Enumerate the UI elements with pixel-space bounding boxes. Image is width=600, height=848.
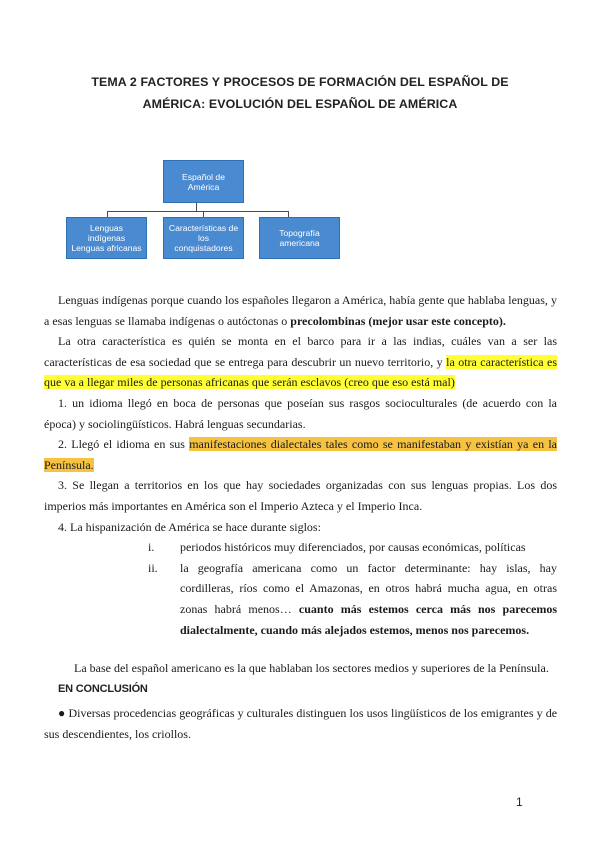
node-text: Español de — [181, 171, 225, 182]
paragraph-point-3 — [44, 475, 557, 516]
paragraph-point-4 — [44, 517, 557, 538]
node-text: conquistadores — [174, 243, 233, 253]
text: La otra característica es quién se monta en el barco para ir a las indias, cuáles van a ser las características de esa sociedad que se entrega para descubrir un nuevo territorio, y — [44, 334, 557, 369]
node-text: los — [198, 233, 209, 243]
title-line-1: TEMA 2 FACTORES Y PROCESOS DE FORMACIÓN DEL ESPAÑOL DE — [91, 75, 509, 89]
diagram-node-lenguas — [66, 217, 147, 259]
body-text — [44, 290, 557, 744]
conclusion-heading: EN CONCLUSIÓN — [58, 682, 148, 695]
paragraph-base-espanol — [44, 658, 557, 679]
paragraph-point-2 — [44, 434, 557, 475]
node-text: Lenguas — [90, 223, 123, 233]
connector-root-down — [196, 203, 197, 211]
highlighted-text-yellow: la otra característica es que va a llegar miles de personas africanas que serán esclavos (creo que eso está mal) — [44, 354, 557, 390]
text: periodos históricos muy diferenciados, por causas económicas, políticas — [180, 540, 526, 555]
text: la geografía americana como un factor determinante: hay islas, hay cordilleras, ríos como el Amazonas, en otros habrá mucha agua, en otras zonas habrá menos… — [180, 560, 557, 616]
roman-numeral: i. — [148, 540, 155, 555]
paragraph-otra-caracteristica — [44, 331, 557, 393]
node-text: indígenas — [87, 233, 126, 243]
node-text: Características de — [168, 223, 239, 233]
text: 3. Se llegan a territorios en los que hay sociedades organizadas con sus lenguas propias. Los dos imperios más importantes en América son el Imperio Azteca y el Imperio Inca. — [44, 478, 557, 513]
text: 2. Llegó el idioma en sus — [58, 437, 190, 452]
text: La base del español americano es la que hablaban los sectores medios y superiores de la Península. — [74, 661, 549, 676]
paragraph-point-1 — [44, 393, 557, 434]
bullet-icon: ● — [58, 706, 66, 721]
title-line-2: AMÉRICA: EVOLUCIÓN DEL ESPAÑOL DE AMÉRICA — [142, 97, 458, 111]
text: 4. La hispanización de América se hace durante siglos: — [58, 519, 321, 534]
paragraph-lenguas-indigenas — [44, 290, 557, 331]
node-text: América — [187, 181, 220, 192]
bold-text: cuanto más estemos cerca más nos parecemos dialectalmente, cuando más alejados estemos, menos nos parecemos. — [180, 601, 557, 637]
node-text: Lenguas africanas — [71, 243, 142, 253]
paragraph-conclusion — [44, 703, 557, 744]
roman-item-ii — [44, 558, 557, 640]
diagram-node-topografia — [259, 217, 340, 259]
page-number: 1 — [516, 795, 523, 809]
roman-item-i — [44, 537, 557, 558]
diagram-node-root — [163, 160, 244, 203]
node-text: americana — [279, 238, 320, 248]
connector-horizontal — [107, 211, 289, 212]
node-text: Topografía — [279, 228, 320, 238]
highlighted-text-orange: manifestaciones dialectales tales como se manifestaban y existían ya en la Península. — [44, 437, 557, 472]
text: 1. un idioma llegó en boca de personas que poseían sus rasgos socioculturales (de acuerdo con la época) y sociolingüísticos. Habrá lenguas secundarias. — [44, 395, 557, 431]
text: Lenguas indígenas porque cuando los españoles llegaron a América, había gente que hablaba lenguas, y a esas lenguas se llamaba indígenas o autóctonas o — [44, 293, 557, 328]
text: Diversas procedencias geográficas y culturales distinguen los usos lingüísticos de los emigrantes y de sus descendientes, los criollos. — [44, 706, 558, 741]
diagram-node-caracteristicas — [163, 217, 244, 259]
bold-text: precolombinas (mejor usar este concepto). — [290, 313, 506, 328]
roman-numeral: ii. — [148, 560, 158, 575]
page-title — [60, 71, 540, 115]
